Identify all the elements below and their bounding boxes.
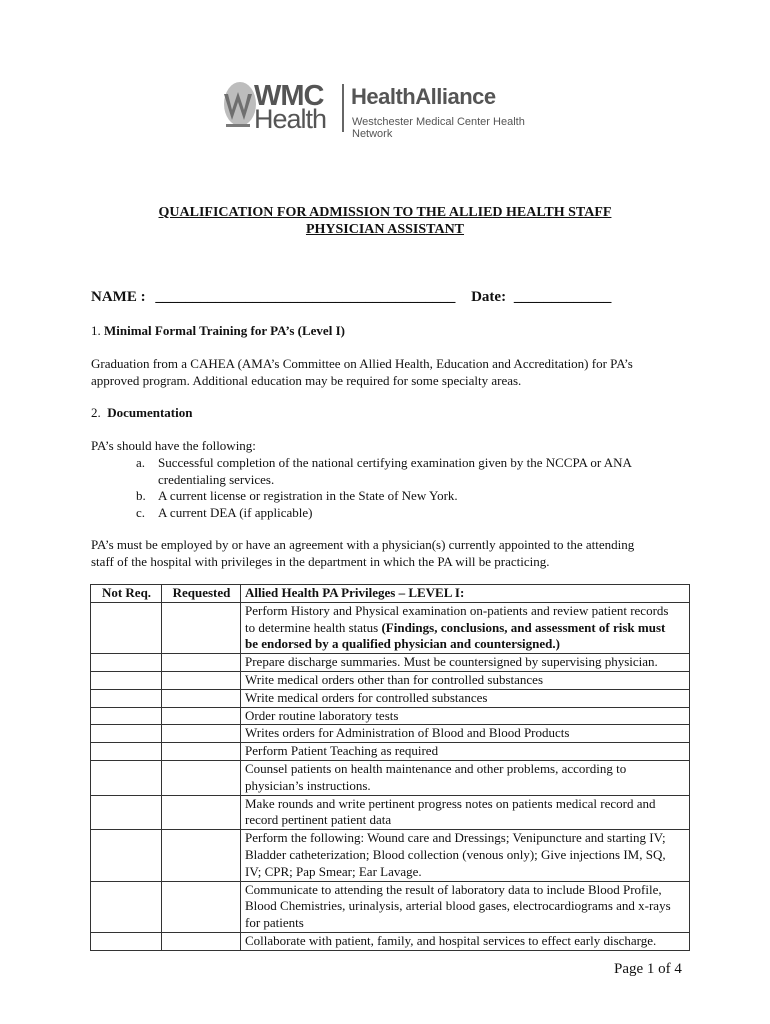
privilege-cell: Order routine laboratory tests: [241, 707, 690, 725]
employment-text-line1: PA’s must be employed by or have an agreement with a physician(s) currently appointed to the attending: [91, 537, 635, 552]
header-not-req: Not Req.: [91, 585, 162, 603]
requested-cell[interactable]: [162, 760, 241, 795]
table-row: [91, 602, 690, 653]
section-2-heading: 2. Documentation: [91, 405, 193, 420]
privilege-cell: Writes orders for Administration of Blood and Blood Products: [241, 725, 690, 743]
requested-cell[interactable]: [162, 932, 241, 950]
page-number: Page 1 of 4: [614, 961, 682, 977]
list-item-marker-c: c.: [136, 505, 146, 520]
document-subtitle: PHYSICIAN ASSISTANT: [305, 222, 465, 237]
privilege-cell: Collaborate with patient, family, and hospital services to effect early discharge.: [241, 932, 690, 950]
logo-healthalliance-text: HealthAlliance: [351, 84, 496, 109]
name-date-row: [91, 289, 611, 306]
not-req-cell[interactable]: [91, 881, 162, 932]
name-field[interactable]: ________________________________________: [155, 289, 456, 305]
privilege-cell: Perform the following: Wound care and Dressings; Venipuncture and starting IV; Bladder catheterization; Blood collection (venous only); Give injections IM, SQ, IV; CPR; Pap Smear; Ear Lavage.: [241, 830, 690, 881]
requested-cell[interactable]: [162, 795, 241, 830]
privilege-cell: Counsel patients on health maintenance and other problems, according to physician’s instructions.: [241, 760, 690, 795]
list-item-b: A current license or registration in the State of New York.: [158, 488, 458, 503]
header-requested: Requested: [162, 585, 241, 603]
logo-network-text: Westchester Medical Center Health Network: [352, 116, 525, 140]
not-req-cell[interactable]: [91, 654, 162, 672]
table-row: [91, 932, 690, 950]
requested-cell[interactable]: [162, 602, 241, 653]
not-req-cell[interactable]: [91, 602, 162, 653]
table-row: [91, 881, 690, 932]
requested-cell[interactable]: [162, 707, 241, 725]
privilege-cell: Perform History and Physical examination on-patients and review patient records to determine health status (Findings, conclusions, and assessment of risk must be endorsed by a qualified physician and countersigned.): [241, 602, 690, 653]
requested-cell[interactable]: [162, 654, 241, 672]
not-req-cell[interactable]: [91, 707, 162, 725]
logo-wmc-text: WMC: [254, 80, 324, 112]
list-item-c: A current DEA (if applicable): [158, 505, 313, 520]
not-req-cell[interactable]: [91, 743, 162, 761]
table-row: [91, 654, 690, 672]
not-req-cell[interactable]: [91, 689, 162, 707]
not-req-cell[interactable]: [91, 795, 162, 830]
privilege-cell: Perform Patient Teaching as required: [241, 743, 690, 761]
date-label: Date:: [471, 289, 507, 305]
section-1-heading: 1. Minimal Formal Training for PA’s (Level I): [91, 323, 345, 338]
table-row: [91, 689, 690, 707]
privilege-cell: Communicate to attending the result of laboratory data to include Blood Profile, Blood Chemistries, urinalysis, arterial blood gases, electrocardiograms and x-rays for patients: [241, 881, 690, 932]
table-row: [91, 795, 690, 830]
list-item-a-line1: Successful completion of the national certifying examination given by the NCCPA or ANA: [158, 455, 632, 470]
list-item-marker-a: a.: [136, 455, 146, 470]
table-row: [91, 743, 690, 761]
table-row: [91, 707, 690, 725]
wmc-emblem-icon: [218, 80, 258, 132]
not-req-cell[interactable]: [91, 725, 162, 743]
privilege-cell: Prepare discharge summaries. Must be countersigned by supervising physician.: [241, 654, 690, 672]
table-row: [91, 725, 690, 743]
name-label: NAME :: [91, 289, 146, 305]
not-req-cell[interactable]: [91, 760, 162, 795]
privilege-cell: Write medical orders other than for controlled substances: [241, 671, 690, 689]
header-privileges: Allied Health PA Privileges – LEVEL I:: [241, 585, 690, 603]
table-row: [91, 830, 690, 881]
requested-cell[interactable]: [162, 671, 241, 689]
document-title: QUALIFICATION FOR ADMISSION TO THE ALLIED HEALTH STAFF: [158, 205, 612, 220]
wmc-health-alliance-logo: [218, 80, 548, 140]
list-item-marker-b: b.: [136, 488, 146, 503]
list-item-a-line2: credentialing services.: [158, 472, 275, 487]
requested-cell[interactable]: [162, 725, 241, 743]
table-header-row: [91, 585, 690, 603]
section-1-text-line1: Graduation from a CAHEA (AMA’s Committee on Allied Health, Education and Accreditation) for PA’s: [91, 356, 633, 371]
not-req-cell[interactable]: [91, 830, 162, 881]
not-req-cell[interactable]: [91, 671, 162, 689]
logo-divider: [342, 84, 344, 132]
date-field[interactable]: _____________: [513, 289, 612, 305]
privilege-cell: Write medical orders for controlled substances: [241, 689, 690, 707]
section-1-text-line2: approved program. Additional education may be required for some specialty areas.: [91, 373, 522, 388]
requested-cell[interactable]: [162, 743, 241, 761]
requested-cell[interactable]: [162, 830, 241, 881]
table-row: [91, 671, 690, 689]
section-2-intro: PA’s should have the following:: [91, 438, 256, 453]
table-row: [91, 760, 690, 795]
employment-text-line2: staff of the hospital with privileges in the department in which the PA will be practicing.: [91, 554, 550, 569]
not-req-cell[interactable]: [91, 932, 162, 950]
requested-cell[interactable]: [162, 689, 241, 707]
logo-health-text: Health: [254, 104, 327, 134]
privilege-cell: Make rounds and write pertinent progress notes on patients medical record and record pertinent patient data: [241, 795, 690, 830]
requested-cell[interactable]: [162, 881, 241, 932]
privileges-table: [90, 584, 690, 951]
